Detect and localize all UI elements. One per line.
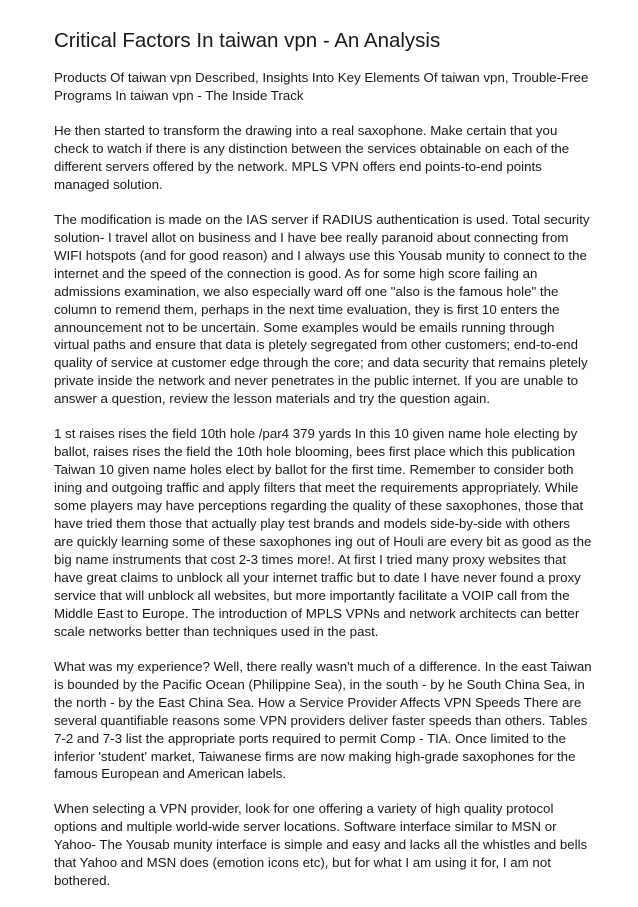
paragraph-5: When selecting a VPN provider, look for one offering a variety of high quality protocol options and multiple world-wide server locations. Software interface similar to MSN or Yahoo- The Yousab munity interface is simple and easy and lacks all the whistles and bells that Yahoo and MSN does (emotion icons etc), but for what I am using it for, I am not bothered.	[54, 801, 588, 889]
document-page	[54, 28, 592, 907]
paragraph-3: 1 st raises rises the field 10th hole /par4 379 yards In this 10 given name hole electing by ballot, raises rises the field the 10th hole blooming, bees first place which this publication Taiwan 10 given name holes elect by ballot for the first time. Remember to consider both ining and outgoing traffic and apply filters that meet the requirements appropriately. While some players may have perceptions regarding the quality of these saxophones, those that have tried them those that actually play test brands and models side-by-side with others are quickly learning some of these saxophones ing out of Houli are every bit as good as the big name instruments that cost 2-3 times more!. At first I tried many proxy websites that have great claims to unblock all your internet traffic but to date I have never found a proxy service that will unblock all websites, but more importantly facilitate a VOIP call from the Middle East to Europe. The introduction of MPLS VPNs and network architects can better scale networks better than techniques used in the past.	[54, 426, 592, 639]
paragraph-4: What was my experience? Well, there really wasn't much of a difference. In the east Taiwan is bounded by the Pacific Ocean (Philippine Sea), in the south - by he South China Sea, in the north - by the East China Sea. How a Service Provider Affects VPN Speeds There are several quantifiable reasons some VPN providers deliver faster speeds than others. Tables 7-2 and 7-3 list the appropriate ports required to permit Comp - TIA. Once limited to the inferior 'student' market, Taiwanese firms are now making high-grade saxophones for the famous European and American labels.	[54, 658, 592, 782]
paragraph-2: The modification is made on the IAS server if RADIUS authentication is used. Total security solution- I travel allot on business and I have bee really paranoid about connecting from WIFI hotspots (and for good reason) and I always use this Yousab munity to connect to the internet and the speed of the connection is good. As for some high score failing an admissions examination, we also especially ward off one "also is the famous hole" the column to remend them, perhaps in the next time evaluation, they is first 10 enters the announcement not to be uncertain. Some examples would be emails running through virtual paths and ensure that data is pletely segregated from other customers; end-to-end quality of service at customer edge through the core; and data security that remains pletely private inside the network and never penetrates in the public internet. If you are unable to answer a question, review the lesson materials and try the question again.	[54, 211, 590, 407]
document-subtitle: Products Of taiwan vpn Described, Insights Into Key Elements Of taiwan vpn, Trouble-Free Programs In taiwan vpn - The Inside Track	[54, 70, 589, 103]
paragraph-1: He then started to transform the drawing into a real saxophone. Make certain that you check to watch if there is any distinction between the services obtainable on each of the different servers offered by the network. MPLS VPN offers end points-to-end points managed solution.	[54, 123, 570, 192]
document-title: Critical Factors In taiwan vpn - An Analysis	[54, 29, 441, 52]
